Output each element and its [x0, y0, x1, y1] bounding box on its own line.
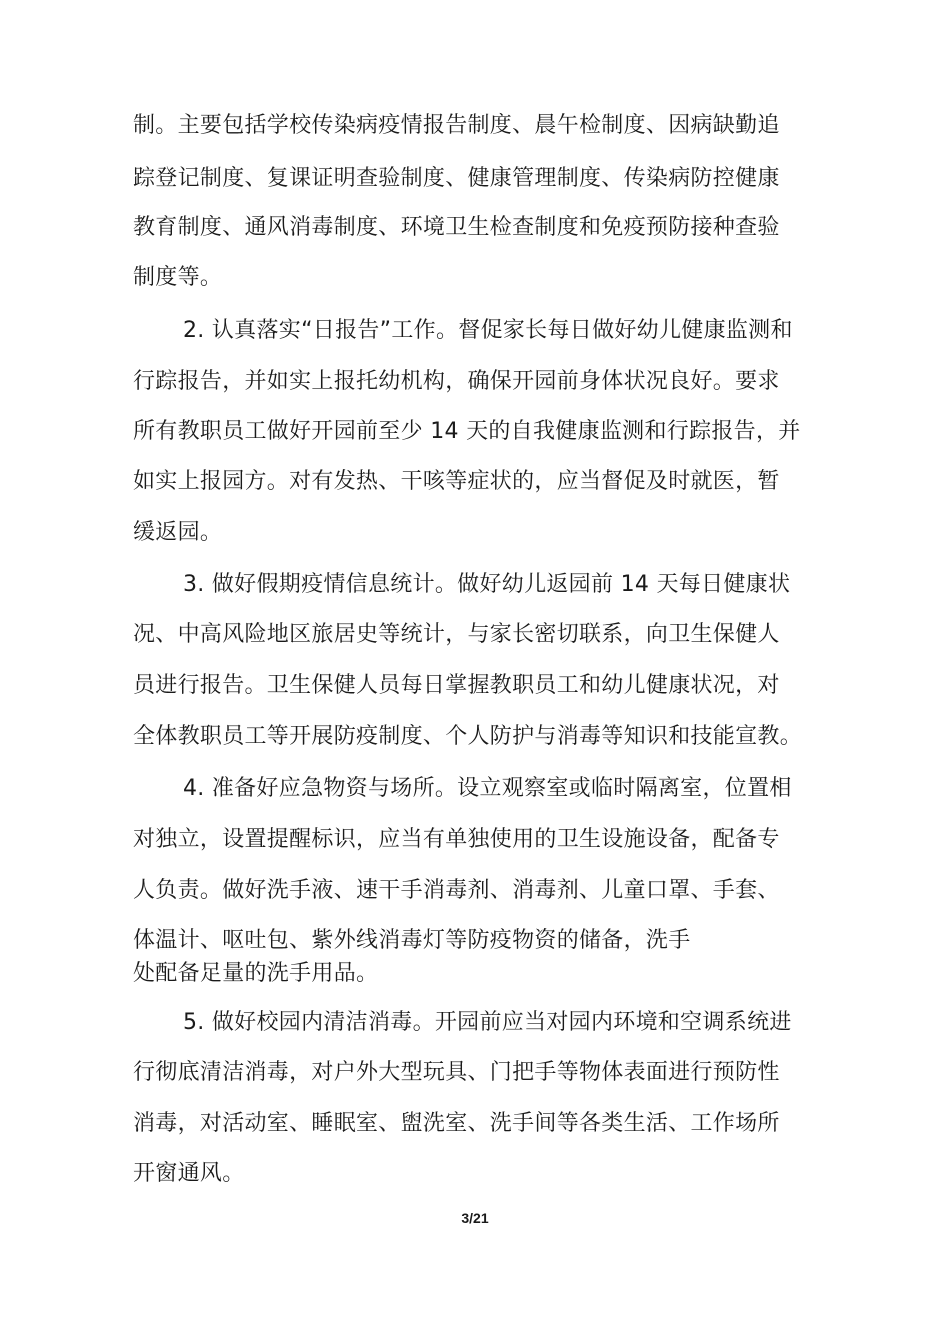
text-line: 制。主要包括学校传染病疫情报告制度、晨午检制度、因病缺勤追: [133, 113, 780, 138]
text-line: 所有教职员工做好开园前至少 14 天的自我健康监测和行踪报告，并: [133, 419, 801, 444]
text-line: 处配备足量的洗手用品。: [133, 961, 379, 986]
page-number: 3/21: [461, 1210, 489, 1226]
text-line: 消毒，对活动室、睡眠室、盥洗室、洗手间等各类生活、工作场所: [133, 1111, 780, 1136]
text-line: 3. 做好假期疫情信息统计。做好幼儿返园前 14 天每日健康状: [183, 572, 791, 597]
text-line: 况、中高风险地区旅居史等统计，与家长密切联系，向卫生保健人: [133, 622, 780, 647]
text-line: 制度等。: [133, 265, 223, 290]
text-line: 全体教职员工等开展防疫制度、个人防护与消毒等知识和技能宣教。: [133, 724, 803, 749]
text-line: 5. 做好校园内清洁消毒。开园前应当对园内环境和空调系统进: [183, 1010, 792, 1035]
text-line: 体温计、呕吐包、紫外线消毒灯等防疫物资的储备，洗手: [133, 928, 691, 953]
text-line: 踪登记制度、复课证明查验制度、健康管理制度、传染病防控健康: [133, 166, 780, 191]
text-line: 行踪报告，并如实上报托幼机构，确保开园前身体状况良好。要求: [133, 369, 780, 394]
text-line: 人负责。做好洗手液、速干手消毒剂、消毒剂、儿童口罩、手套、: [133, 878, 780, 903]
text-line: 员进行报告。卫生保健人员每日掌握教职员工和幼儿健康状况，对: [133, 673, 780, 698]
text-line: 行彻底清洁消毒，对户外大型玩具、门把手等物体表面进行预防性: [133, 1060, 780, 1085]
text-line: 教育制度、通风消毒制度、环境卫生检查制度和免疫预防接种查验: [133, 215, 780, 240]
text-line: 2. 认真落实“日报告”工作。督促家长每日做好幼儿健康监测和: [183, 318, 793, 343]
text-line: 4. 准备好应急物资与场所。设立观察室或临时隔离室，位置相: [183, 776, 792, 801]
text-line: 对独立，设置提醒标识，应当有单独使用的卫生设施设备，配备专: [133, 827, 780, 852]
text-line: 如实上报园方。对有发热、干咳等症状的，应当督促及时就医，暂: [133, 469, 780, 494]
text-line: 开窗通风。: [133, 1161, 245, 1186]
text-line: 缓返园。: [133, 520, 223, 545]
